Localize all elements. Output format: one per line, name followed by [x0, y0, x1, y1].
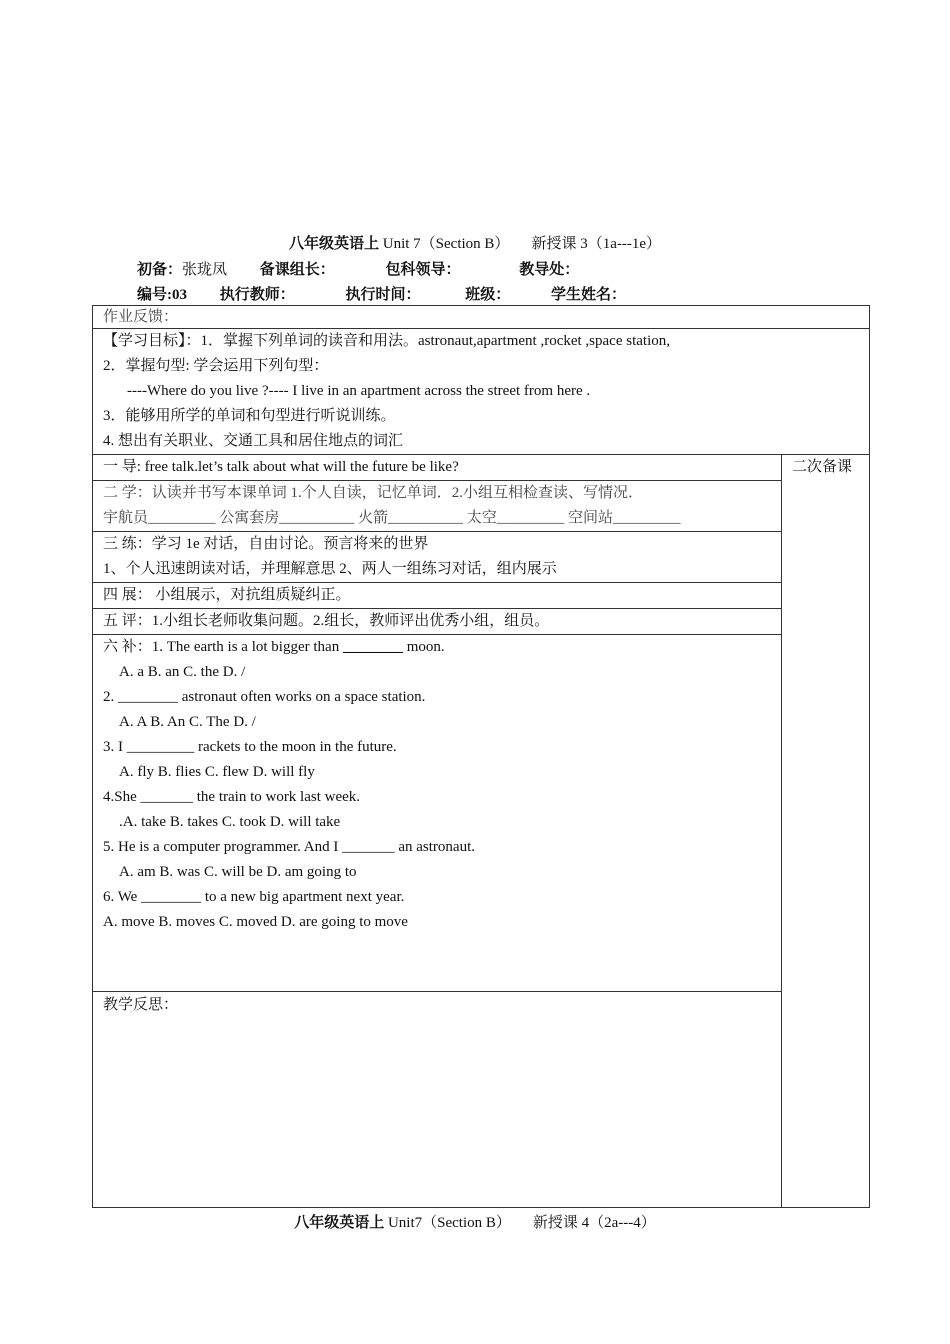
q1-blank: ________: [342, 639, 403, 655]
question-1: [103, 635, 781, 660]
evaluate-cell: 五 评：1.小组长老师收集问题。2.组长，教师评出优秀小组，组员。: [93, 609, 782, 635]
row-homework: [93, 306, 870, 329]
second-prep-cell: [782, 455, 870, 1208]
subject-leader-label: 包科领导：: [385, 262, 461, 278]
question-3: 3. I _________ rackets to the moon in the future.: [103, 739, 397, 755]
homework-feedback: 作业反馈：: [93, 306, 870, 329]
q1-prefix: 六 补：1. The earth is a lot bigger than: [103, 639, 343, 655]
objectives-cell: [93, 329, 870, 455]
question-5: 5. He is a computer programmer. And I _______ an astronaut.: [103, 839, 475, 855]
row-objectives: [93, 329, 870, 455]
page-title: [0, 232, 950, 253]
prep-value: 张珑凤: [182, 262, 228, 278]
objective-line: 3．能够用所学的单词和句型进行听说训练。: [103, 408, 396, 424]
question-options: .A. take B. takes C. took D. will take: [119, 814, 341, 830]
vocab-blanks: 宇航员_________ 公寓套房__________ 火箭__________ 太空_________ 空间站_________: [103, 510, 681, 526]
row-show: [93, 583, 870, 609]
row-reflection: [93, 992, 870, 1208]
question-options: A. A B. An C. The D. /: [119, 714, 256, 730]
supplement-cell: [93, 635, 782, 992]
practice-line: 三 练：学习 1e 对话，自由讨论。预言将来的世界: [103, 536, 429, 552]
reflection-cell: 教学反思：: [93, 992, 782, 1208]
student-label: 学生姓名：: [551, 287, 627, 303]
learn-cell: [93, 481, 782, 532]
question-options: A. move B. moves C. moved D. are going to move: [103, 914, 408, 930]
objective-line: 2．掌握句型: 学会运用下列句型：: [103, 358, 329, 374]
question-options: A. fly B. flies C. flew D. will fly: [119, 764, 315, 780]
q1-suffix: moon.: [402, 639, 445, 655]
title-lesson: 新授课 3（1a---1e）: [531, 236, 661, 252]
footer-lesson: 新授课 4（2a---4）: [532, 1215, 656, 1231]
group-leader-label: 备课组长：: [259, 262, 335, 278]
question-6: 6. We ________ to a new big apartment next year.: [103, 889, 405, 905]
learn-line: 二 学：认读并书写本课单词 1.个人自读，记忆单词．2.小组互相检查读、写情况．: [103, 485, 644, 501]
prep-label: 初备：: [137, 262, 183, 278]
time-label: 执行时间：: [345, 287, 421, 303]
number-label: 编号:03: [137, 287, 187, 303]
question-2: 2. ________ astronaut often works on a space station.: [103, 689, 426, 705]
next-lesson-title: [0, 1211, 950, 1232]
row-supplement: [93, 635, 870, 992]
row-evaluate: [93, 609, 870, 635]
question-4: 4.She _______ the train to work last week.: [103, 789, 361, 805]
teacher-label: 执行教师：: [219, 287, 295, 303]
objective-line: 【学习目标】：1．掌握下列单词的读音和用法。astronaut,apartment ,rocket ,space station,: [103, 333, 670, 349]
title-unit: Unit 7（Section B）: [379, 236, 510, 252]
footer-grade: 八年级英语上: [294, 1215, 385, 1231]
question-options: A. am B. was C. will be D. am going to: [119, 864, 357, 880]
practice-cell: [93, 532, 782, 583]
meta-row-1: [137, 258, 579, 279]
lesson-table: [92, 305, 870, 1208]
objective-line: ----Where do you live ?---- I live in an apartment across the street from here .: [127, 383, 591, 399]
guide-cell: 一 导: free talk.let’s talk about what will the future be like?: [93, 455, 782, 481]
row-practice: [93, 532, 870, 583]
title-grade: 八年级英语上: [289, 236, 380, 252]
row-learn: [93, 481, 870, 532]
class-label: 班级：: [465, 287, 511, 303]
second-prep-label: 二次备课: [792, 459, 853, 475]
office-label: 教导处：: [519, 262, 580, 278]
practice-line: 1、个人迅速朗读对话，并理解意思 2、两人一组练习对话，组内展示: [103, 561, 557, 577]
show-cell: 四 展： 小组展示，对抗组质疑纠正。: [93, 583, 782, 609]
question-options: A. a B. an C. the D. /: [119, 664, 246, 680]
objective-line: 4. 想出有关职业、交通工具和居住地点的词汇: [103, 433, 404, 449]
row-guide: [93, 455, 870, 481]
meta-row-2: [137, 283, 626, 304]
footer-unit: Unit7（Section B）: [384, 1215, 511, 1231]
